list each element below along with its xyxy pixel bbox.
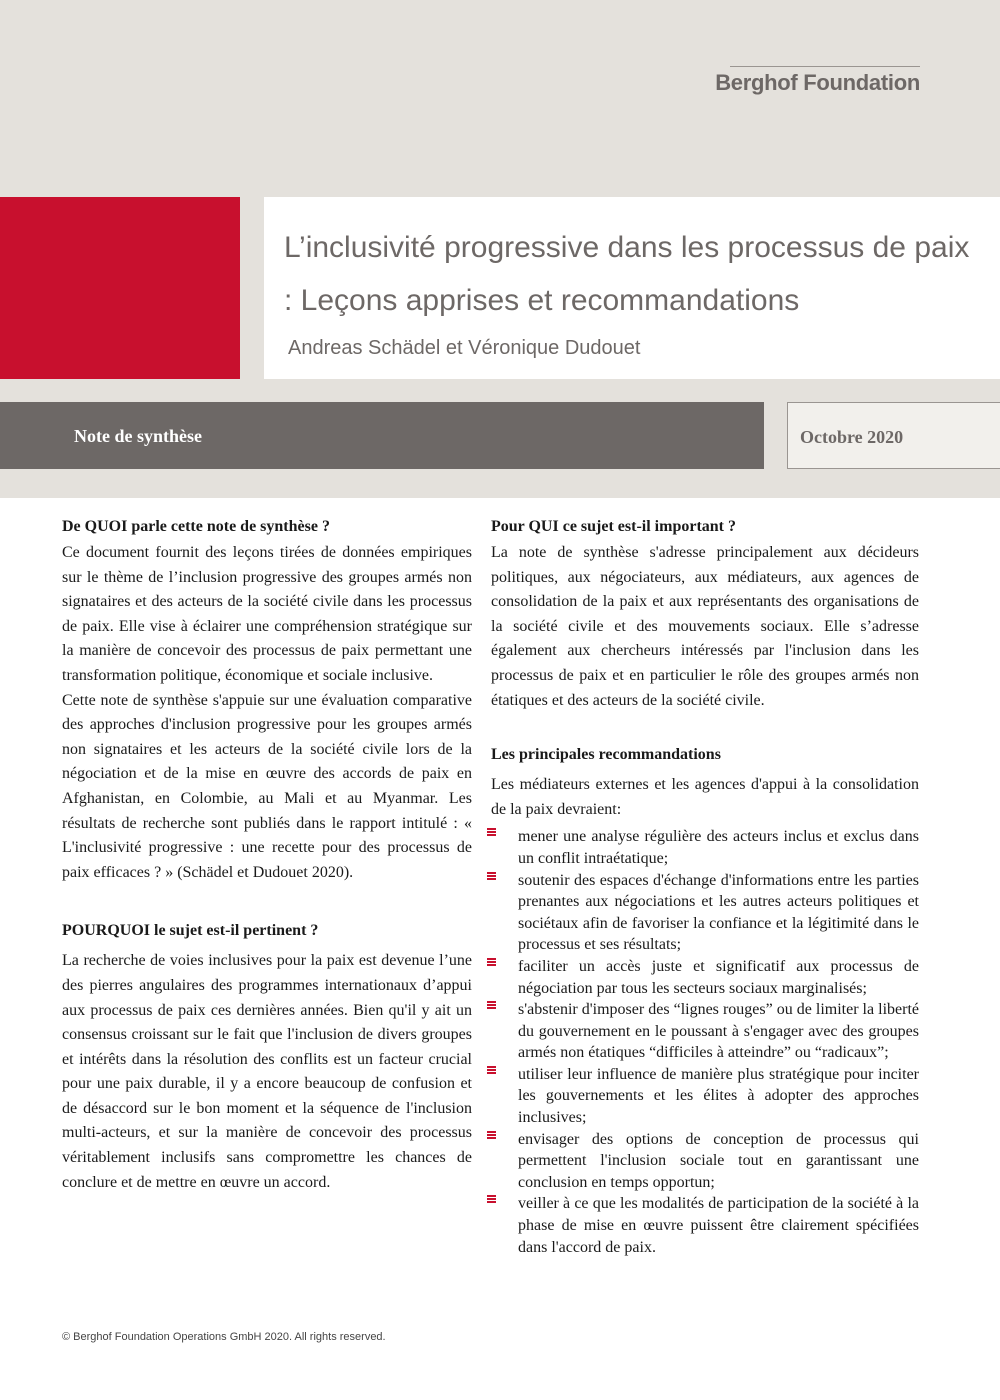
section-heading-recommendations: Les principales recommandations [491, 746, 721, 764]
paragraph-who: La note de synthèse s'adresse principalement aux décideurs politiques, aux négociateurs, aux médiateurs, aux agences de consolidation de la paix et aux représentants des organisations de la société civile et des mouvements sociaux. Elle s’adresse également aux chercheurs intéressés par l'inclusion dans les processus de paix et en particulier le rôle des groupes armés non étatiques et des acteurs de la société civile. [491, 544, 919, 709]
date-box [787, 402, 1000, 469]
list-item: soutenir des espaces d'échange d'informations entre les parties prenantes aux négociations et les autres acteurs politiques et sociétaux afin de favoriser la confiance et la légitimité dans le processus et ses résultats; [491, 870, 919, 956]
list-item: faciliter un accès juste et significatif aux processus de négociation par tous les secteurs sociaux marginalisés; [491, 956, 919, 999]
section-heading-who: Pour QUI ce sujet est-il important ? [491, 518, 736, 535]
list-item: veiller à ce que les modalités de participation de la société à la phase de mise en œuvre puissent être clairement spécifiées dans l'accord de paix. [491, 1193, 919, 1258]
bullet-icon [487, 1131, 496, 1142]
recommendations-intro: Les médiateurs externes et les agences d'appui à la consolidation de la paix devraient: [491, 776, 919, 818]
publication-date: Octobre 2020 [800, 427, 904, 447]
section-heading-why: POURQUOI le sujet est-il pertinent ? [62, 922, 319, 940]
authors: Andreas Schädel et Véronique Dudouet [288, 337, 641, 359]
document-title: L’inclusivité progressive dans les processus de paix : Leçons apprises et recommandations [284, 231, 970, 317]
accent-block [0, 197, 240, 379]
bullet-icon [487, 872, 496, 883]
left-column [62, 515, 472, 1195]
list-item: envisager des options de conception de processus qui permettent l'inclusion sociale tout en garantissant une conclusion en temps opportun; [491, 1129, 919, 1194]
bullet-icon [487, 1195, 496, 1206]
title-box [264, 197, 1000, 379]
recommendations-list [491, 826, 919, 1258]
right-column [491, 515, 919, 1258]
list-item: utiliser leur influence de manière plus stratégique pour inciter les gouvernements et les élites à adopter des approches inclusives; [491, 1064, 919, 1129]
bullet-icon [487, 828, 496, 839]
bullet-icon [487, 1066, 496, 1077]
bullet-icon [487, 1001, 496, 1012]
document-type-label: Note de synthèse [74, 426, 202, 446]
copyright-footer: © Berghof Foundation Operations GmbH 2020. All rights reserved. [62, 1331, 386, 1343]
paragraph-what-1: Ce document fournit des leçons tirées de données empiriques sur le thème de l’inclusion progressive des groupes armés non signataires et des acteurs de la société civile dans les processus de paix. Elle vise à éclairer une compréhension stratégique sur la manière de concevoir des processus de paix permettant une transformation politique, économique et sociale inclusive. [62, 544, 472, 684]
list-item: mener une analyse régulière des acteurs inclus et exclus dans un conflit intraétatique; [491, 826, 919, 869]
bullet-icon [487, 958, 496, 969]
paragraph-why: La recherche de voies inclusives pour la paix est devenue l’une des pierres angulaires des programmes internationaux d’appui aux processus de paix ces dernières années. Bien qu'il y ait un consensus croissant sur le fait que l'inclusion de divers groupes et intérêts dans la résolution des conflits est un facteur crucial pour une paix durable, il y a encore beaucoup de confusion et de désaccord sur le bon moment et la séquence de l'inclusion multi-acteurs, et sur la manière de concevoir des processus véritablement inclusifs sans compromettre les chances de conclure et de mettre en œuvre un accord. [62, 952, 472, 1191]
paragraph-what-2: Cette note de synthèse s'appuie sur une évaluation comparative des approches d'inclusion progressive pour les groupes armés non signataires et les acteurs de la société civile lors de la négociation et de la mise en œuvre des accords de paix en Afghanistan, en Colombie, au Mali et au Myanmar. Les résultats de recherche sont publiés dans le rapport intitulé : « L'inclusivité progressive : une recette pour des processus de paix efficaces ? » (Schädel et Dudouet 2020). [62, 691, 472, 881]
section-heading-what: De QUOI parle cette note de synthèse ? [62, 518, 330, 535]
logo-rule [730, 66, 920, 67]
list-item: s'abstenir d'imposer des “lignes rouges” ou de limiter la liberté du gouvernement en le poussant à s'engager avec des groupes armés non étatiques “difficiles à atteindre” ou “radicaux”; [491, 999, 919, 1064]
brand-logo: Berghof Foundation [715, 70, 920, 95]
document-type-bar [0, 402, 764, 469]
